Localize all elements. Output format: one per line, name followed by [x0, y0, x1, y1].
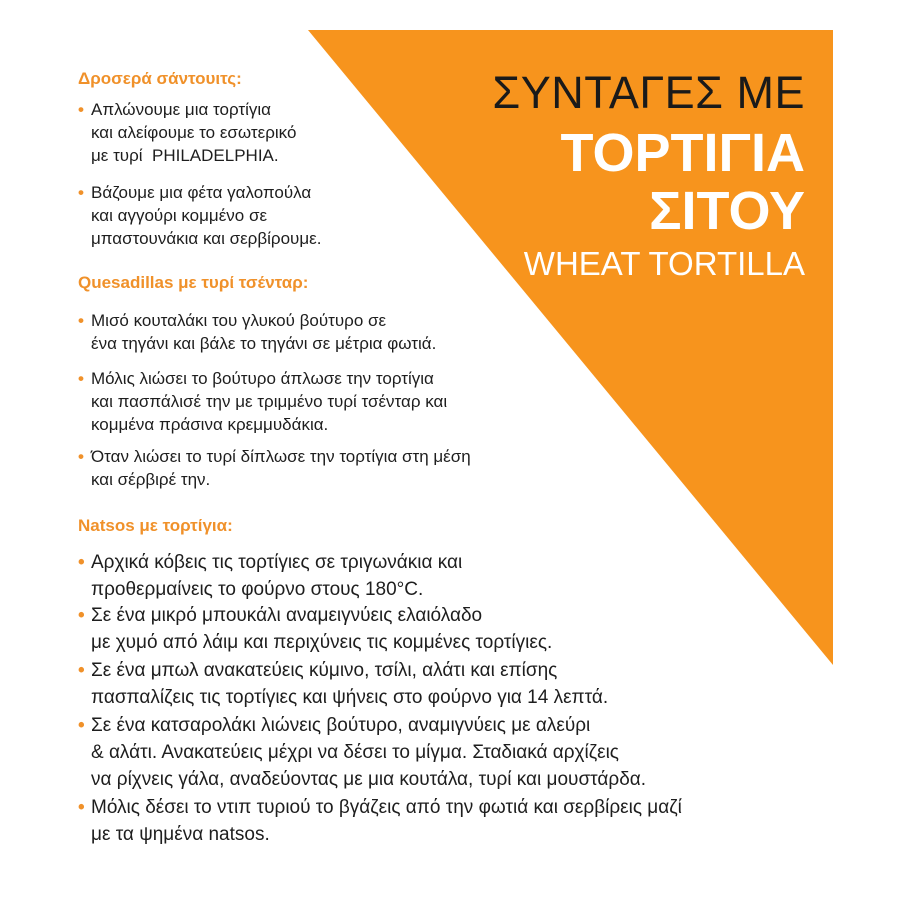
- list-item-text: Αρχικά κόβεις τις τορτίγιες σε τριγωνάκια και προθερμαίνεις το φούρνο στους 180°C.: [91, 552, 463, 600]
- section-title-quesadillas: Quesadillas με τυρί τσένταρ:: [78, 273, 309, 292]
- title-subtitle: WHEAT TORTILLA: [523, 245, 805, 282]
- bullet-icon: •: [78, 660, 85, 681]
- list-item-text: Μόλις λιώσει το βούτυρο άπλωσε την τορτίγια και πασπάλισέ την με τριμμένο τυρί τσένταρ και κομμένα πράσινα κρεμμυδάκια.: [91, 369, 448, 434]
- bullet-icon: •: [78, 369, 84, 388]
- bullet-icon: •: [78, 100, 84, 119]
- bullet-icon: •: [78, 715, 85, 736]
- bullet-icon: •: [78, 552, 85, 573]
- bullet-icon: •: [78, 447, 84, 466]
- list-item-text: Σε ένα μικρό μπουκάλι αναμειγνύεις ελαιόλαδο με χυμό από λάιμ και περιχύνεις τις κομμένες τορτίγιες.: [91, 605, 553, 653]
- title-line-1: ΣΥΝΤΑΓΕΣ ΜΕ: [492, 67, 805, 118]
- bullet-icon: •: [78, 605, 85, 626]
- list-item-text: Σε ένα μπωλ ανακατεύεις κύμινο, τσίλι, αλάτι και επίσης πασπαλίζεις τις τορτίγιες και ψήνεις στο φούρνο για 14 λεπτά.: [91, 660, 609, 708]
- bullet-icon: •: [78, 311, 84, 330]
- list-item-text: Σε ένα κατσαρολάκι λιώνεις βούτυρο, αναμιγνύεις με αλεύρι & αλάτι. Ανακατεύεις μέχρι να δέσει το μίγμα. Σταδιακά αρχίζεις να ρίχνεις γάλα, αναδεύοντας με μια κουτάλα, τυρί και μουστάρδα.: [91, 715, 647, 790]
- list-item-text: Βάζουμε μια φέτα γαλοπούλα και αγγούρι κομμένο σε μπαστουνάκια και σερβίρουμε.: [91, 183, 322, 248]
- title-line-2: ΤΟΡΤΙΓΙΑ: [560, 123, 805, 183]
- section-title-natsos: Natsos με τορτίγια:: [78, 516, 233, 535]
- bullet-icon: •: [78, 183, 84, 202]
- list-item-text: Απλώνουμε μια τορτίγια και αλείφουμε το εσωτερικό με τυρί PHILADELPHIA.: [91, 100, 297, 165]
- title-line-3: ΣΙΤΟΥ: [649, 181, 805, 241]
- section-title-sandwiches: Δροσερά σάντουιτς:: [78, 69, 242, 88]
- bullet-icon: •: [78, 797, 85, 818]
- list-item-text: Μόλις δέσει το ντιπ τυριού το βγάζεις από την φωτιά και σερβίρεις μαζί με τα ψημένα natsos.: [91, 797, 682, 845]
- list-item-text: Μισό κουταλάκι του γλυκού βούτυρο σε ένα τηγάνι και βάλε το τηγάνι σε μέτρια φωτιά.: [91, 311, 437, 353]
- list-item-text: Όταν λιώσει το τυρί δίπλωσε την τορτίγια στη μέση και σέρβιρέ την.: [91, 447, 471, 489]
- title-block: [492, 68, 805, 284]
